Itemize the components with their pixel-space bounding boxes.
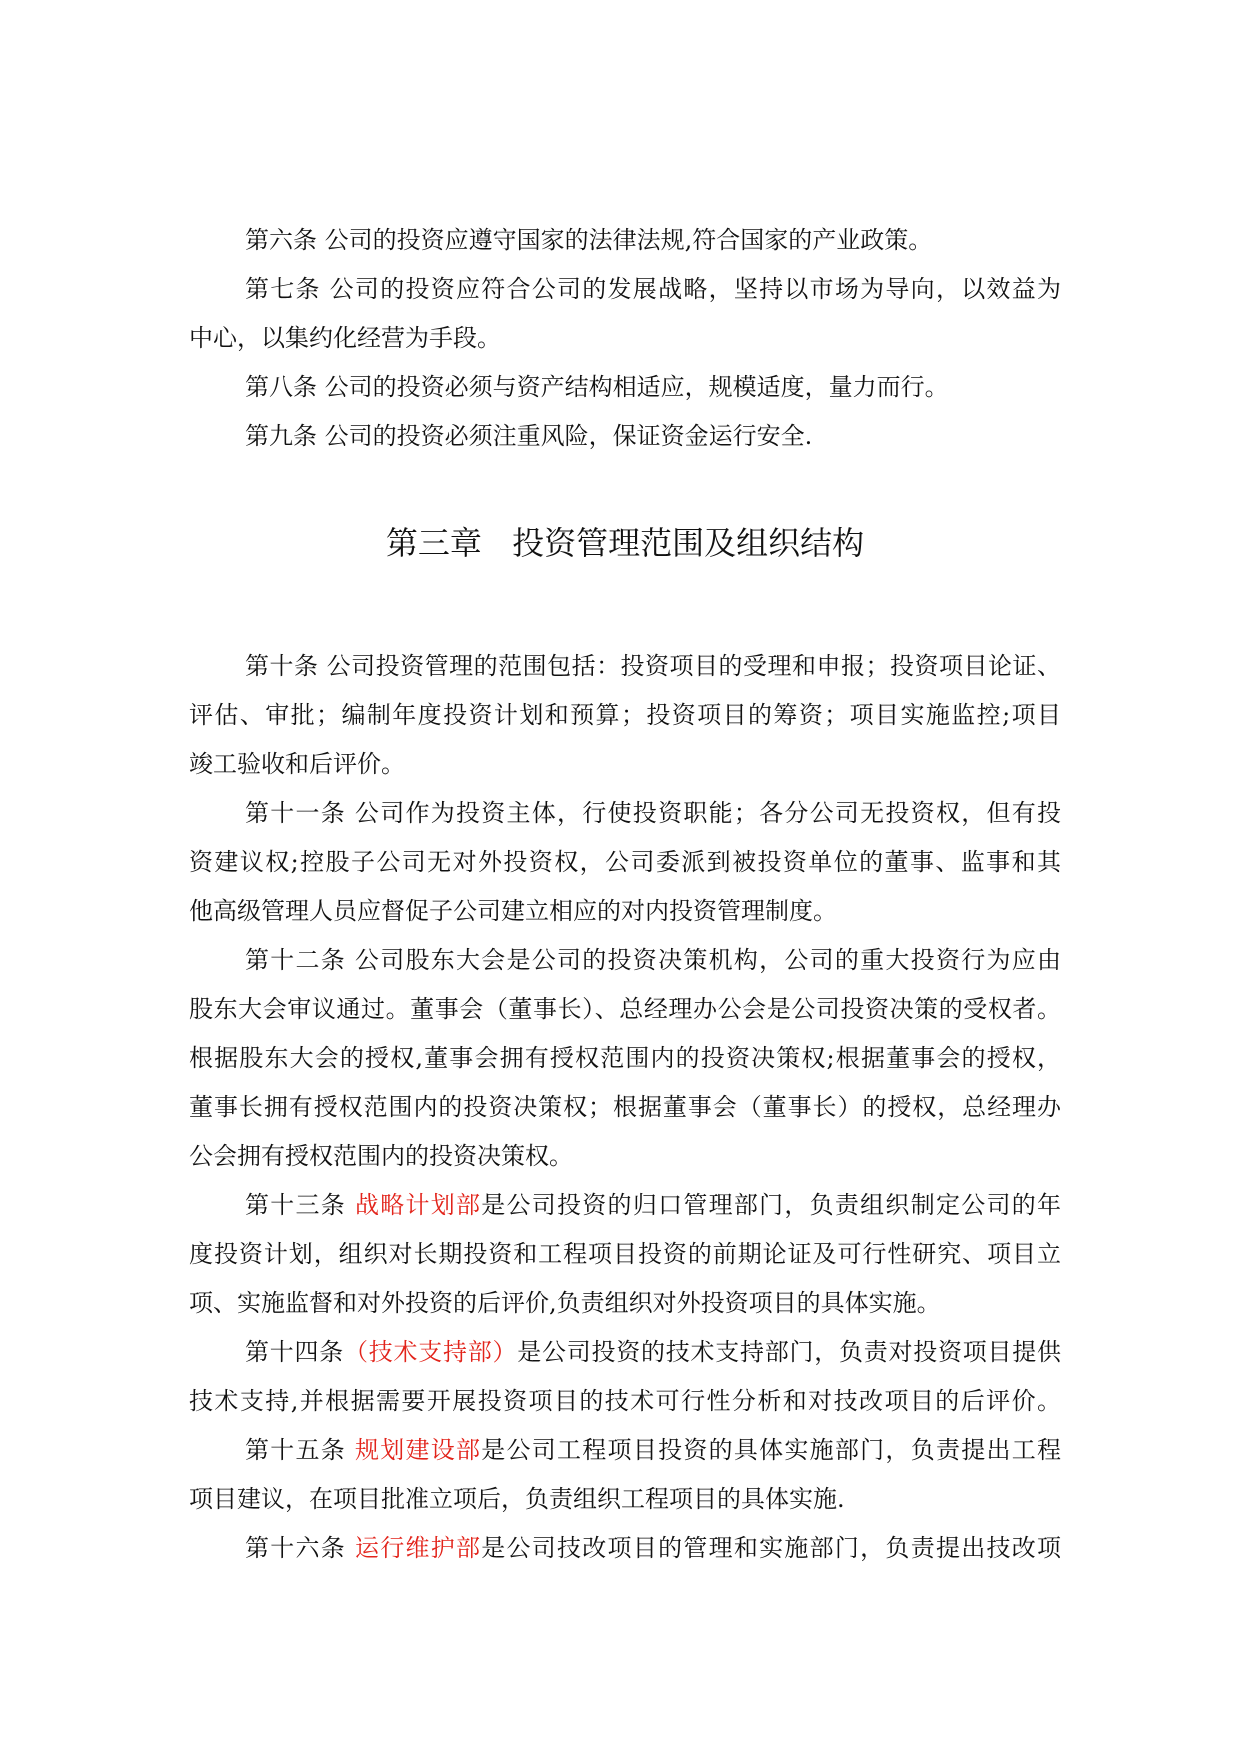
text-run: 竣工验收和后评价。 — [189, 750, 405, 778]
chapter-heading: 第三章 投资管理范围及组织结构 — [385, 524, 865, 562]
text-line — [189, 642, 1061, 691]
highlighted-department-name: 运行维护部 — [354, 1534, 482, 1562]
text-run: 董事长拥有授权范围内的投资决策权；根据董事会（董事长）的授权，总经理办 — [189, 1093, 1062, 1121]
text-run: 第十三条 — [245, 1191, 355, 1219]
text-line — [189, 1132, 1061, 1181]
article-paragraph — [189, 642, 1061, 789]
text-run: 第七条 公司的投资应符合公司的发展战略，坚持以市场为导向，以效益为 — [245, 275, 1063, 303]
text-run: 第十一条 公司作为投资主体，行使投资职能；各分公司无投资权，但有投 — [245, 799, 1063, 827]
article-paragraph — [189, 412, 1061, 461]
text-run: 资建议权;控股子公司无对外投资权，公司委派到被投资单位的董事、监事和其 — [189, 848, 1063, 876]
text-line — [189, 1083, 1061, 1132]
text-line — [189, 1181, 1061, 1230]
article-paragraph — [189, 1426, 1061, 1524]
text-run: 是公司投资的技术支持部门，负责对投资项目提供 — [517, 1338, 1062, 1366]
text-line — [189, 412, 1061, 461]
text-run: 评估、审批；编制年度投资计划和预算；投资项目的筹资；项目实施监控;项目 — [189, 701, 1063, 729]
text-line — [189, 363, 1061, 412]
text-line — [189, 265, 1061, 314]
text-run: 项、实施监督和对外投资的后评价,负责组织对外投资项目的具体实施。 — [189, 1289, 941, 1317]
text-line — [189, 691, 1061, 740]
article-paragraph — [189, 1181, 1061, 1328]
text-run: 是公司技改项目的管理和实施部门，负责提出技改项 — [481, 1534, 1063, 1562]
text-line — [189, 1426, 1061, 1475]
articles-chapter-three — [189, 642, 1061, 1573]
text-line — [189, 1230, 1061, 1279]
text-line — [189, 1377, 1061, 1426]
text-line — [189, 1475, 1061, 1524]
text-line — [189, 838, 1061, 887]
text-line — [189, 216, 1061, 265]
text-run: 他高级管理人员应督促子公司建立相应的对内投资管理制度。 — [189, 897, 837, 925]
text-line — [189, 887, 1061, 936]
text-line — [189, 1328, 1061, 1377]
text-run: 根据股东大会的授权,董事会拥有授权范围内的投资决策权;根据董事会的授权， — [189, 1044, 1063, 1072]
text-line — [189, 314, 1061, 363]
text-line — [189, 985, 1061, 1034]
text-line — [189, 789, 1061, 838]
text-line — [189, 740, 1061, 789]
text-line — [189, 1279, 1061, 1328]
text-run: 股东大会审议通过。董事会（董事长）、总经理办公会是公司投资决策的受权者。 — [189, 995, 1062, 1023]
text-run: 是公司工程项目投资的具体实施部门，负责提出工程 — [481, 1436, 1063, 1464]
text-run: 中心，以集约化经营为手段。 — [189, 324, 501, 352]
text-run: 第十四条 — [245, 1338, 344, 1366]
text-run: 第八条 公司的投资必须与资产结构相适应，规模适度，量力而行。 — [245, 373, 949, 401]
article-paragraph — [189, 1328, 1061, 1426]
article-paragraph — [189, 216, 1061, 265]
text-run: 项目建议，在项目批准立项后，负责组织工程项目的具体实施. — [189, 1485, 845, 1513]
article-paragraph — [189, 1524, 1061, 1573]
highlighted-department-name: 战略计划部 — [354, 1191, 482, 1219]
article-paragraph — [189, 265, 1061, 363]
text-run: 第十六条 — [245, 1534, 355, 1562]
text-run: 公会拥有授权范围内的投资决策权。 — [189, 1142, 573, 1170]
text-run: 第十条 公司投资管理的范围包括：投资项目的受理和申报；投资项目论证、 — [245, 652, 1062, 680]
text-run: 第六条 公司的投资应遵守国家的法律法规,符合国家的产业政策。 — [245, 226, 933, 254]
articles-general-principles — [189, 216, 1061, 461]
text-run: 第十二条 公司股东大会是公司的投资决策机构，公司的重大投资行为应由 — [245, 946, 1063, 974]
article-paragraph — [189, 789, 1061, 936]
text-run: 第十五条 — [245, 1436, 355, 1464]
text-run: 是公司投资的归口管理部门，负责组织制定公司的年 — [481, 1191, 1063, 1219]
highlighted-department-name: 规划建设部 — [354, 1436, 482, 1464]
text-run: 技术支持,并根据需要开展投资项目的技术可行性分析和对技改项目的后评价。 — [189, 1387, 1063, 1415]
article-paragraph — [189, 936, 1061, 1181]
text-run: 第九条 公司的投资必须注重风险，保证资金运行安全. — [245, 422, 813, 450]
article-paragraph — [189, 363, 1061, 412]
highlighted-department-name: （技术支持部） — [344, 1338, 518, 1366]
text-run: 度投资计划，组织对长期投资和工程项目投资的前期论证及可行性研究、项目立 — [189, 1240, 1062, 1268]
text-line — [189, 936, 1061, 985]
text-line — [189, 1034, 1061, 1083]
text-line — [189, 1524, 1061, 1573]
